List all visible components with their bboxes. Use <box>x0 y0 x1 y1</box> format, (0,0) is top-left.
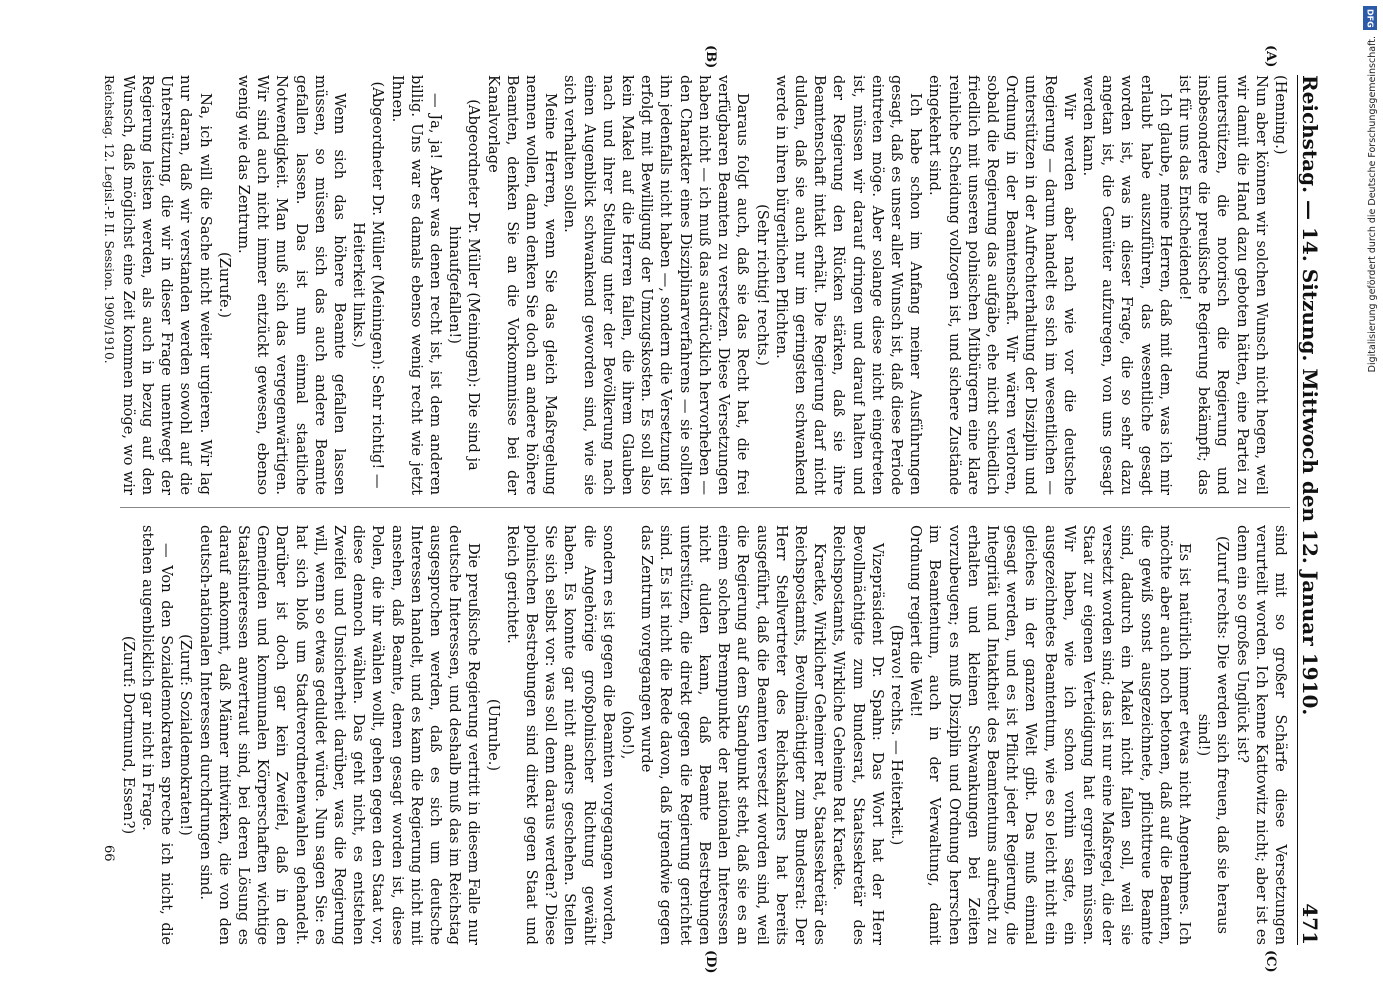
header-title: Reichstag. — 14. Sitzung. Mittwoch den 12. Januar 1910. <box>1298 75 1322 716</box>
paragraph: Es ist natürlich immer etwas nicht Angenehmes. Ich möchte aber auch noch betonen, daß auf die Beamten, die gewiß sonst ausgezeichnete, pflichttreue Beamte sind, dadurch ein Makel nicht fallen soll, weil sie versetzt worden sind; das ist nur eine Maßregel, die der Staat zur eigenen Verteidigung hat ergreifen müssen. Wir haben, wie ich schon vorhin sagte, ein ausgezeichnetes Beamtentum, wie es so leicht nicht ein gleiches in der ganzen Welt gibt. Das muß einmal gesagt werden, und es ist Pflicht jeder Regierung, die Integrität und Intaktheit des Beamtentums aufrecht zu erhalten und kleinen Schwankungen bei Zeiten vorzubeugen; es muß Disziplin und Ordnung herrschen im Beamtentum, auch in der Verwaltung, damit Ordnung regiert die Welt! <box>907 525 1193 945</box>
column-divider <box>120 507 1290 508</box>
paragraph: (Zuruf: Dortmund, Essen?) <box>120 635 137 835</box>
paragraph: (Zuruf rechts: Die werden sich freuen, daß sie heraus sind!) <box>1195 535 1232 935</box>
paragraph: (Sehr richtig! rechts.) <box>753 204 771 366</box>
paragraph: Ich habe schon im Anfang meiner Ausführungen gesagt, daß es unser aller Wunsch ist, daß diese Periode eintreten möge. Aber solange diese nicht eingetreten ist, müssen wir darauf dringen und darauf halten und der Regierung den Rücken stärken, daß sie ihre Beamtenschaft intakt erhält. Die Regierung darf nicht dulden, daß sie auch nur im geringsten schwankend werde in ihren bürgerlichen Pflichten. <box>772 75 925 495</box>
page-footer <box>102 75 116 495</box>
footer-signature-number: 66 <box>101 845 116 862</box>
paragraph: Die preußische Regierung vertritt in diesem Falle nur deutsche Interessen, und deshalb muß das im Reichstag ausgesprochen werden, daß es sich um deutsche Interessen handelt, und es kann die Regierung nicht mit ansehen, daß Beamte, denen gesagt worden ist, diese Polen, die ihr wählen wollt, gehen gegen den Staat vor, diese dennoch wählen. Das geht nicht, es entstehen Zweifel und Unsicherheit darüber, was die Regierung will, wenn so etwas geduldet würde. Nun sagen Sie: es hat sich bloß um Stadtverordnetenwahlen gehandelt. Darüber ist doch gar kein Zweifel, daß in den Gemeinden und kommunalen Körperschaften wichtige Staatsinteressen anvertraut sind, bei deren Lösung es darauf ankommt, daß Männer mitwirken, die von den deutsch-nationalen Interessen durchdrungen sind. <box>196 525 483 945</box>
paragraph: — Von den Sozialdemokraten spreche ich nicht, die stehen augenblicklich gar nicht in Frage. <box>139 525 176 945</box>
paragraph: Ich glaube, meine Herren, daß mit dem, was ich mir erlaubt habe auszuführen, das wesentliche gesagt worden ist, was in dieser Frage, die so sehr dazu angetan ist, die Gemüter aufzuregen, von uns gesagt werden kann. <box>1079 75 1174 495</box>
dfg-credit-text: Digitalisierung gefördert durch die Deutsche Forschungsgemeinschaft. <box>1367 36 1378 373</box>
header-page-number: 471 <box>1298 903 1322 945</box>
paragraph: sondern es ist gegen die Beamten vorgegangen worden, die Angehörige großpolnischer Richtung gewählt haben. Es konnte gar nicht anders geschehen. Stellen Sie sich selbst vor: was soll denn daraus werden? Diese polnischen Bestrebungen sind direkt gegen Staat und Reich gerichtet. <box>503 525 617 945</box>
paragraph: Daraus folgt auch, daß sie das Recht hat, die frei verfügbaren Beamten zu versetzen. Diese Versetzungen haben nicht — ich muß das ausdrücklich hervorheben — den Charakter eines Disziplinarverfahrens — sie sollten ihn jedenfalls nicht haben —, sondern die Versetzung ist erfolgt mit Bewilligung der Umzugskosten. Es soll also kein Makel auf die Herren fallen, die ihrem Glauben nach und ihrer Stellung unter der Bevölkerung nach einen Augenblick schwankend geworden sind, wie sie sich verhalten sollen. <box>561 75 752 495</box>
rotated-page <box>88 45 1378 974</box>
margin-marker-c: (C) <box>1263 950 1278 973</box>
paragraph: (Bravo! rechts. — Heiterkeit.) <box>887 624 905 846</box>
paragraph: (Henning.) <box>1272 75 1289 155</box>
paragraph: Wenn sich das höhere Beamte gefallen lassen müssen, so müssen sich das auch andere Beamte gefallen lassen. Das ist nun einmal staatliche Notwendigkeit. Man muß sich das vergegenwärtigen. Wir sind auch nicht immer entzückt gewesen, ebenso wenig wie das Zentrum. <box>235 75 349 495</box>
paragraph: Meine Herren, wenn Sie das gleich Maßregelung nennen wollen, dann denken Sie doch an andere höhere Beamten, denken Sie an die Vorkommnisse bei der Kanalvorlage <box>484 75 560 495</box>
paragraph: Vizepräsident Dr. Spahn: Das Wort hat der Herr Bevollmächtigte zum Bundesrat, Staatssekretär des Reichspostamts, Wirkliche Geheime Rat Kraetke. <box>830 525 886 945</box>
paragraph: (oho!), <box>619 710 637 760</box>
paragraph: (Zuruf: Sozialdemokraten!) <box>177 634 195 836</box>
dfg-credit <box>1359 0 1381 1000</box>
margin-marker-b: (B) <box>703 45 718 69</box>
paragraph: — Ja, ja! Aber was denen recht ist, ist dem anderen billig. Uns war es damals ebenso wenig recht wie jetzt Ihnen. <box>388 75 445 495</box>
right-column <box>120 525 1290 945</box>
margin-marker-d: (D) <box>703 950 718 974</box>
paragraph: (Abgeordneter Dr. Müller (Meiningen): Die sind ja hinaufgefallen!) <box>446 99 483 471</box>
paragraph: Kraetke, Wirklicher Geheimer Rat, Staatssekretär des Reichspostamts, Bevollmächtigter zum Bundesrat: Der Herr Stellvertreter des Reichskanzlers hat bereits ausgeführt, daß die Beamten versetzt worden sind, weil die Regierung auf dem Standpunkt steht, daß sie es an einem solchen Brennpunkte der nationalen Interessen nicht dulden kann, daß Beamte Bestrebungen unterstützen, die direkt gegen die Regierung gerichtet sind. Es ist nicht die Rede davon, daß irgendwie gegen das Zentrum vorgegangen wurde <box>638 525 829 945</box>
paragraph: sind mit so großer Schärfe diese Versetzungen verurteilt worden. Ich kenne Kattowitz nicht; aber ist es denn ein so großes Unglück ist? <box>1233 525 1289 945</box>
dfg-logo: DFG <box>1363 6 1377 30</box>
paragraph: (Zurufe.) <box>215 252 233 318</box>
paragraph: Wir werden aber nach wie vor die deutsche Regierung — darum handelt es sich im wesentlichen — unterstützen in der Aufrechterhaltung der Disziplin und Ordnung in der Beamtenschaft. Wir wären verloren, sobald die Regierung das aufgäbe, ehe nicht schiedlich friedlich mit unseren polnischen Mitbürgern eine klare reinliche Scheidung vollzogen ist, und sichere Zustände eingekehrt sind. <box>926 75 1078 495</box>
margin-marker-a: (A) <box>1263 45 1278 68</box>
left-column <box>120 75 1290 495</box>
paragraph: Na, ich will die Sache nicht weiter urgieren. Wir lag nur daran, daß wir verstanden werden sowohl auf die Unterstützung, die wir in dieser Frage unentwegt der Regierung leisten werden, als auch in bezug auf den Wunsch, daß möglichst eine Zeit kommen möge, wo wir <box>120 75 214 495</box>
footer-session: Reichstag. 12. Legisl.-P. II. Session. 1909/1910. <box>102 75 116 364</box>
running-header <box>1297 75 1338 945</box>
page-content <box>88 45 1338 974</box>
paragraph: (Abgeordneter Dr. Müller (Meiningen): Sehr richtig! — Heiterkeit links.) <box>350 81 387 489</box>
paragraph: Nun aber können wir solchen Wunsch nicht hegen, weil wir damit die Hand dazu geboten hätten, eine Partei zu unterstützen, die notorisch die Regierung und insbesondere die preußische Regierung bekämpft; das ist für uns das Entscheidende! <box>1175 75 1270 495</box>
paragraph: (Unruhe.) <box>484 698 502 772</box>
